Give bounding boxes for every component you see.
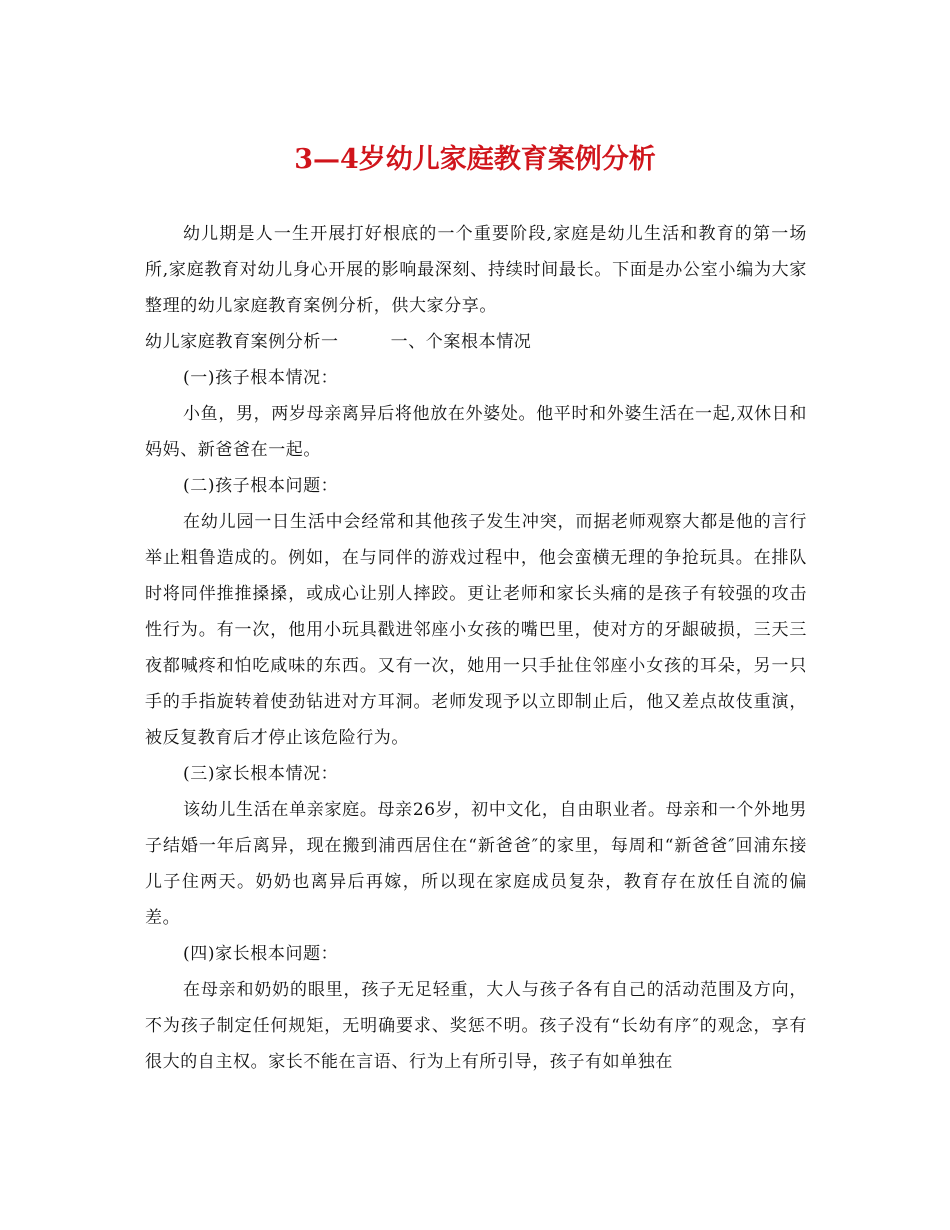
subsection-paragraph: 在母亲和奶奶的眼里，孩子无足轻重，大人与孩子各有自己的活动范围及方向，不为孩子制定任何规矩，无明确要求、奖惩不明。孩子没有“长幼有序″的观念，享有很大的自主权。家长不能在言语、行为上有所引导，孩子有如单独在 [145, 980, 807, 1072]
case-heading: 幼儿家庭教育案例分析一 [145, 332, 339, 352]
subsection-paragraph: 小鱼，男，两岁母亲离异后将他放在外婆处。他平时和外婆生活在一起,双休日和妈妈、新爸爸在一起。 [145, 404, 807, 460]
section-heading: 一、个案根本情况 [390, 332, 532, 352]
subsection-heading: (一)孩子根本情况： [183, 368, 339, 388]
subsection-heading: (二)孩子根本问题： [183, 476, 339, 496]
intro-paragraph: 幼儿期是人一生开展打好根底的一个重要阶段,家庭是幼儿生活和教育的第一场所,家庭教育对幼儿身心开展的影响最深刻、持续时间最长。下面是办公室小编为大家整理的幼儿家庭教育案例分析，供大家分享。 [145, 224, 807, 316]
subsection-heading: (四)家长根本问题： [183, 944, 339, 964]
subsection-paragraph: 该幼儿生活在单亲家庭。母亲26岁，初中文化，自由职业者。母亲和一个外地男子结婚一年后离异，现在搬到浦西居住在“新爸爸″的家里，每周和“新爸爸″回浦东接儿子住两天。奶奶也离异后再嫁，所以现在家庭成员复杂，教育存在放任自流的偏差。 [145, 800, 807, 928]
subsection-paragraph: 在幼儿园一日生活中会经常和其他孩子发生冲突，而据老师观察大都是他的言行举止粗鲁造成的。例如，在与同伴的游戏过程中，他会蛮横无理的争抢玩具。在排队时将同伴推推搡搡，或成心让别人摔跤。更让老师和家长头痛的是孩子有较强的攻击性行为。有一次，他用小玩具戳进邻座小女孩的嘴巴里，使对方的牙龈破损，三天三夜都喊疼和怕吃咸味的东西。又有一次，她用一只手扯住邻座小女孩的耳朵，另一只手的手指旋转着使劲钻进对方耳洞。老师发现予以立即制止后，他又差点故伎重演，被反复教育后才停止该危险行为。 [145, 512, 807, 748]
subsection-heading: (三)家长根本情况： [183, 764, 339, 784]
document-title: 3—4岁幼儿家庭教育案例分析 [294, 144, 656, 175]
case-heading-line [145, 324, 807, 360]
document-body [145, 216, 807, 1080]
